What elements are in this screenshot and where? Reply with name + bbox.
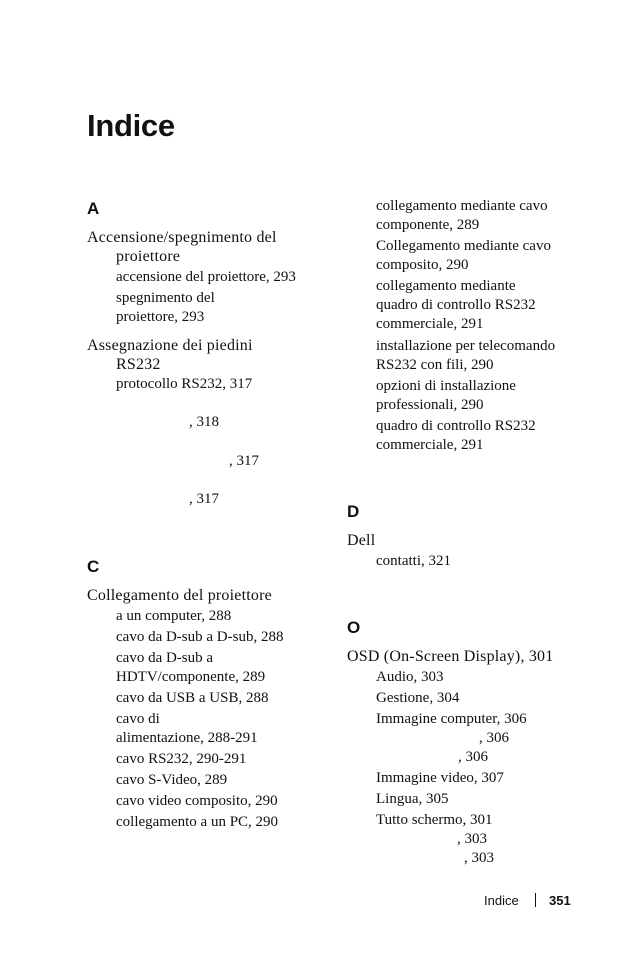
index-subentry: Gestione, 304 bbox=[376, 690, 460, 706]
index-entry-main: OSD (On-Screen Display), 301 bbox=[347, 648, 554, 665]
section-letter-a: A bbox=[87, 199, 100, 218]
index-entry-main-cont: proiettore bbox=[116, 248, 181, 265]
index-subentry: cavo video composito, 290 bbox=[116, 793, 278, 809]
index-subentry: cavo da USB a USB, 288 bbox=[116, 690, 269, 706]
footer-divider bbox=[535, 893, 536, 907]
index-page-fragment: , 318 bbox=[189, 414, 219, 430]
index-subentry: Tutto schermo, 301 bbox=[376, 812, 493, 828]
index-subentry: accensione del proiettore, 293 bbox=[116, 269, 296, 285]
index-page-fragment: , 317 bbox=[229, 453, 259, 469]
index-subentry-cont: commerciale, 291 bbox=[376, 316, 484, 332]
index-entry-main-cont: RS232 bbox=[116, 356, 161, 373]
index-subentry-cont: HDTV/componente, 289 bbox=[116, 669, 266, 685]
index-subentry: Lingua, 305 bbox=[376, 791, 449, 807]
index-entry-main: Assegnazione dei piedini bbox=[87, 337, 253, 354]
index-page-fragment: , 317 bbox=[189, 491, 219, 507]
index-page-fragment: , 303 bbox=[464, 850, 494, 866]
index-subentry-cont: commerciale, 291 bbox=[376, 437, 484, 453]
section-letter-o: O bbox=[347, 618, 361, 637]
page-number: 351 bbox=[549, 893, 571, 908]
index-subentry: Audio, 303 bbox=[376, 669, 444, 685]
index-subentry: cavo da D-sub a bbox=[116, 650, 214, 666]
index-subentry-cont: quadro di controllo RS232 bbox=[376, 297, 536, 313]
index-subentry: collegamento mediante cavo bbox=[376, 198, 548, 214]
index-subentry: quadro di controllo RS232 bbox=[376, 418, 536, 434]
index-subentry: collegamento a un PC, 290 bbox=[116, 814, 279, 830]
index-subentry: cavo da D-sub a D-sub, 288 bbox=[116, 629, 284, 645]
index-entry-main: Dell bbox=[347, 532, 376, 549]
index-subentry-cont: componente, 289 bbox=[376, 217, 480, 233]
index-subentry: installazione per telecomando bbox=[376, 338, 556, 354]
index-subentry-cont: alimentazione, 288-291 bbox=[116, 730, 258, 746]
index-subentry: cavo di bbox=[116, 711, 160, 727]
index-subentry-cont: professionali, 290 bbox=[376, 397, 484, 413]
page-title: Indice bbox=[87, 108, 175, 143]
index-subentry: a un computer, 288 bbox=[116, 608, 232, 624]
index-subentry: collegamento mediante bbox=[376, 278, 516, 294]
index-subentry: Immagine video, 307 bbox=[376, 770, 504, 786]
index-page-fragment: , 306 bbox=[458, 749, 488, 765]
section-letter-c: C bbox=[87, 557, 100, 576]
index-entry-main: Collegamento del proiettore bbox=[87, 587, 272, 604]
index-entry-main: Accensione/spegnimento del bbox=[87, 229, 277, 246]
index-subentry: spegnimento del bbox=[116, 290, 215, 306]
index-subentry: Immagine computer, 306 bbox=[376, 711, 527, 727]
index-page-fragment: , 306 bbox=[479, 730, 509, 746]
index-page-fragment: , 303 bbox=[457, 831, 487, 847]
index-subentry-cont: proiettore, 293 bbox=[116, 309, 205, 325]
index-subentry-cont: composito, 290 bbox=[376, 257, 469, 273]
index-subentry: Collegamento mediante cavo bbox=[376, 238, 551, 254]
footer-section-label: Indice bbox=[484, 893, 519, 908]
index-subentry: contatti, 321 bbox=[376, 553, 451, 569]
index-subentry: opzioni di installazione bbox=[376, 378, 516, 394]
section-letter-d: D bbox=[347, 502, 360, 521]
index-subentry-cont: RS232 con fili, 290 bbox=[376, 357, 494, 373]
index-subentry: cavo S-Video, 289 bbox=[116, 772, 228, 788]
index-subentry: protocollo RS232, 317 bbox=[116, 376, 253, 392]
index-subentry: cavo RS232, 290-291 bbox=[116, 751, 247, 767]
